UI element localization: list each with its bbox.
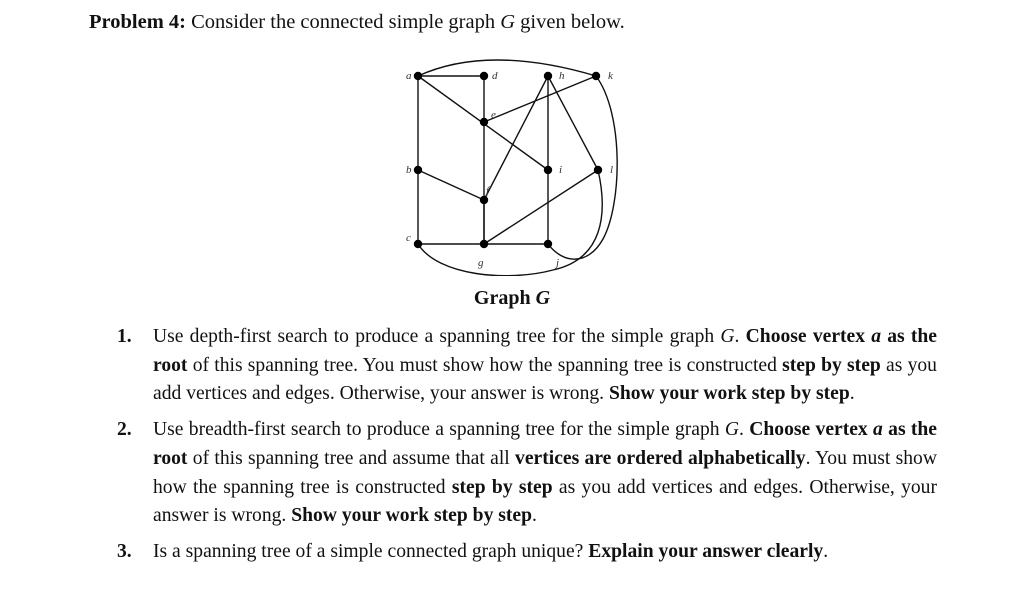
- vertex-e: [480, 118, 488, 126]
- problem-number: 1.: [117, 326, 132, 347]
- problem-text-run: Choose vertex: [745, 326, 872, 347]
- problem-text-run: as you add vertices and edges. Otherwise, your answer is wrong.: [153, 354, 937, 405]
- problem-text-run: . You must show how the spanning tree is constructed: [153, 447, 937, 498]
- vertex-a: [414, 72, 422, 80]
- problem-heading: [89, 11, 625, 34]
- vertex-label-j: j: [556, 257, 560, 269]
- problem-text-run: of this spanning tree. You must show how the spanning tree is constructed: [187, 354, 783, 376]
- problem-number: 2.: [117, 419, 132, 441]
- vertex-j: [544, 240, 552, 248]
- problem-item-1: [117, 323, 937, 409]
- vertex-i: [544, 166, 552, 174]
- vertex-label-f: f: [486, 185, 490, 197]
- problem-text-run: G: [724, 419, 740, 441]
- problem-text-run: a: [871, 326, 882, 347]
- vertex-h: [544, 72, 552, 80]
- problem-text-run: Use breadth-first search to produce a spanning tree for the simple graph: [153, 419, 725, 441]
- problem-text-run: as the root: [153, 419, 938, 469]
- problem-text-run: Is a spanning tree of a simple connected graph unique?: [153, 540, 589, 562]
- caption-text: Graph: [473, 287, 536, 309]
- vertex-c: [414, 240, 422, 248]
- vertex-label-e: e: [491, 109, 496, 121]
- problem-number: 3.: [117, 540, 132, 562]
- vertex-g: [480, 240, 488, 248]
- vertex-label-l: l: [610, 164, 614, 176]
- vertex-label-d: d: [492, 70, 498, 82]
- problem-text-run: .: [823, 540, 829, 562]
- vertex-l: [594, 166, 602, 174]
- problem-text-run: step by step: [451, 476, 553, 498]
- problem-text-run: Show your work step by step: [608, 383, 850, 405]
- vertex-label-g: g: [478, 257, 484, 269]
- problem-text-run: as you add vertices and edges. Otherwise, your answer is wrong.: [153, 476, 937, 527]
- problem-label: Problem 4:: [89, 11, 186, 33]
- problem-item-3: [117, 538, 937, 567]
- problem-text-run: .: [739, 419, 750, 441]
- problem-text-run: vertices are ordered alphabetically: [515, 447, 806, 469]
- problem-text-run: of this spanning tree and assume that all: [187, 447, 516, 469]
- vertex-label-a: a: [406, 70, 412, 82]
- problem-text-run: .: [849, 383, 855, 405]
- edge-a-k: [418, 60, 596, 76]
- problem-text-run: Use depth-first search to produce a spanning tree for the simple graph: [153, 326, 721, 347]
- vertex-label-c: c: [406, 232, 411, 244]
- caption-graph-name: G: [535, 287, 551, 309]
- vertex-k: [592, 72, 600, 80]
- edge-e-k: [484, 76, 596, 122]
- graph-figure: [388, 54, 628, 276]
- graph-caption: [0, 287, 1024, 310]
- heading-text-after: given below.: [515, 11, 625, 33]
- problem-text-run: .: [532, 505, 537, 527]
- vertex-label-h: h: [559, 70, 565, 82]
- problem-text-run: Show your work step by step: [291, 505, 533, 527]
- problem-item-2: [117, 416, 937, 531]
- edge-h-l: [548, 76, 598, 170]
- problem-text-run: G: [720, 326, 735, 347]
- heading-graph-name: G: [500, 11, 516, 33]
- vertex-label-i: i: [559, 164, 563, 176]
- edge-f-h: [484, 76, 548, 200]
- problem-text-run: Choose vertex: [749, 419, 874, 441]
- edge-g-l: [484, 170, 598, 244]
- vertex-f: [480, 196, 488, 204]
- vertex-b: [414, 166, 422, 174]
- problem-text-run: as the root: [153, 326, 937, 376]
- vertex-label-k: k: [608, 70, 613, 82]
- edge-b-f: [418, 170, 484, 200]
- problem-text-run: Explain your answer clearly: [588, 540, 824, 562]
- vertex-d: [480, 72, 488, 80]
- problem-text-run: .: [734, 326, 746, 347]
- heading-text-before: Consider the connected simple graph: [185, 11, 501, 33]
- problem-text-run: step by step: [782, 354, 881, 376]
- vertex-label-b: b: [406, 164, 412, 176]
- problem-text-run: a: [873, 419, 883, 441]
- problem-list: [117, 323, 937, 574]
